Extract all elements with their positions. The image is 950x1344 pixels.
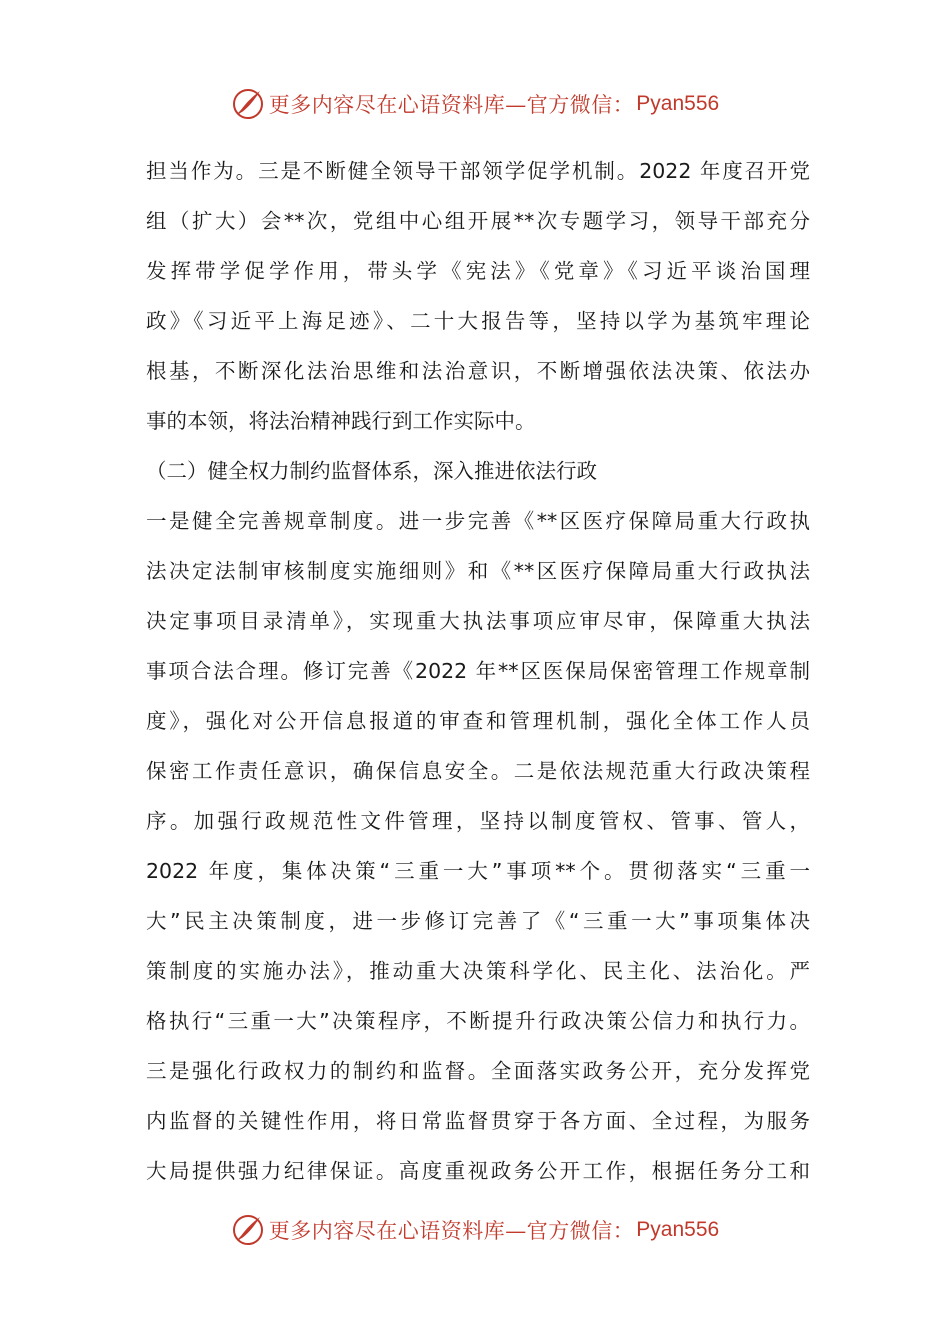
body-line: 担当作为。三是不断健全领导干部领学促学机制。2022 年度召开党	[146, 159, 810, 183]
quill-logo-icon	[231, 1213, 265, 1247]
watermark-account: Pyan556	[636, 1218, 720, 1241]
body-line: 组（扩大）会**次，党组中心组开展**次专题学习，领导干部充分	[146, 209, 810, 233]
body-line: 大局提供强力纪律保证。高度重视政务公开工作，根据任务分工和	[146, 1159, 810, 1183]
body-line: 决定事项目录清单》，实现重大执法事项应审尽审，保障重大执法	[146, 609, 810, 633]
document-body	[146, 146, 810, 1196]
body-line: 发挥带学促学作用，带头学《宪法》《党章》《习近平谈治国理	[146, 259, 810, 283]
body-line: 内监督的关键性作用，将日常监督贯穿于各方面、全过程，为服务	[146, 1109, 810, 1133]
body-line: 大”民主决策制度，进一步修订完善了《“三重一大”事项集体决	[146, 909, 810, 933]
section-heading: （二）健全权力制约监督体系，深入推进依法行政	[146, 459, 597, 483]
body-line: 一是健全完善规章制度。进一步完善《**区医疗保障局重大行政执	[146, 509, 810, 533]
body-line: 政》《习近平上海足迹》、二十大报告等，坚持以学为基筑牢理论	[146, 309, 810, 333]
body-line: 事项合法合理。修订完善《2022 年**区医保局保密管理工作规章制	[146, 659, 810, 683]
watermark-account: Pyan556	[636, 92, 720, 115]
quill-logo-icon	[231, 87, 265, 121]
watermark-text: 更多内容尽在心语资料库—官方微信：	[268, 1219, 635, 1243]
body-line: 格执行“三重一大”决策程序，不断提升行政决策公信力和执行力。	[146, 1009, 810, 1033]
footer-watermark	[0, 1210, 950, 1250]
header-watermark	[0, 84, 950, 124]
body-line: 根基，不断深化法治思维和法治意识，不断增强依法决策、依法办	[146, 359, 810, 383]
watermark-text: 更多内容尽在心语资料库—官方微信：	[268, 93, 635, 117]
body-line: 2022 年度，集体决策“三重一大”事项**个。贯彻落实“三重一	[146, 859, 810, 883]
body-line: 策制度的实施办法》，推动重大决策科学化、民主化、法治化。严	[146, 959, 810, 983]
body-line: 法决定法制审核制度实施细则》和《**区医疗保障局重大行政执法	[146, 559, 810, 583]
body-line: 序。加强行政规范性文件管理，坚持以制度管权、管事、管人，	[146, 809, 810, 833]
body-line: 事的本领，将法治精神践行到工作实际中。	[146, 409, 536, 433]
body-line: 度》，强化对公开信息报道的审查和管理机制，强化全体工作人员	[146, 709, 810, 733]
body-line: 保密工作责任意识，确保信息安全。二是依法规范重大行政决策程	[146, 759, 810, 783]
body-line: 三是强化行政权力的制约和监督。全面落实政务公开，充分发挥党	[146, 1059, 810, 1083]
